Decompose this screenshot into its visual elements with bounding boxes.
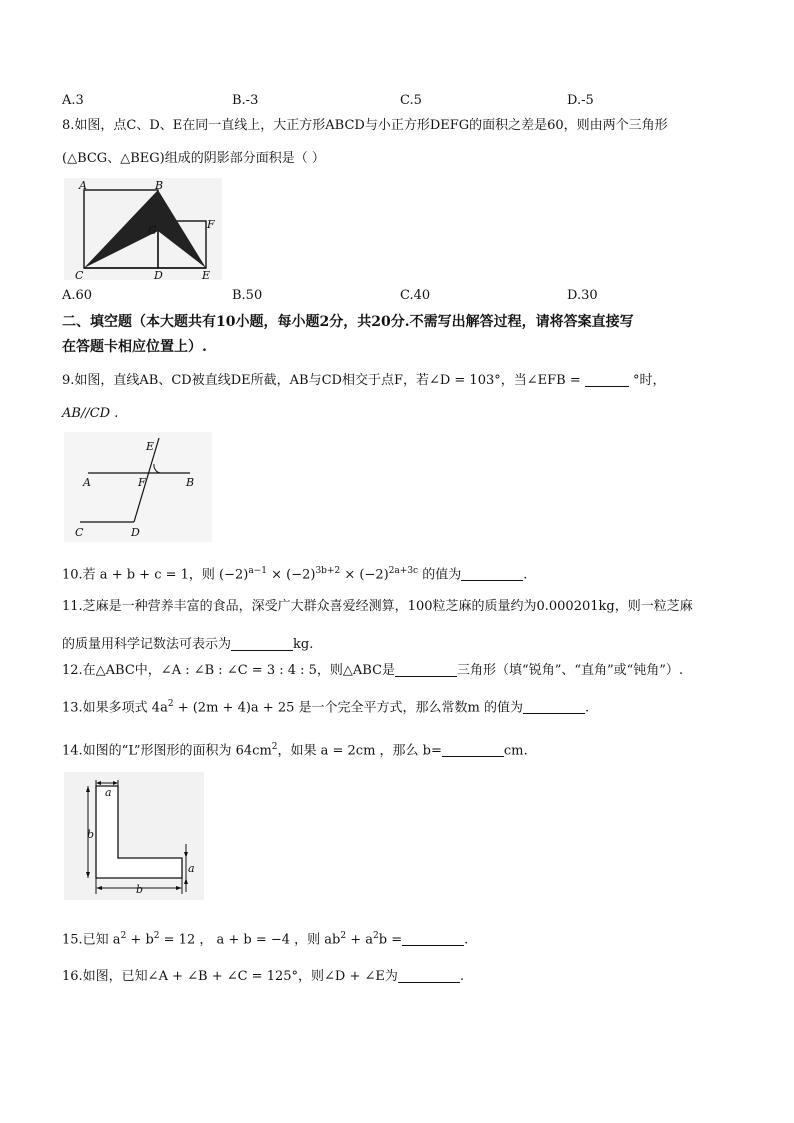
q8-label-a: A [79, 179, 87, 192]
q9-label-f: F [138, 476, 146, 489]
q8-label-d: D [154, 269, 163, 280]
q9-label-d: D [131, 526, 140, 539]
q16-answer-blank[interactable] [398, 968, 460, 983]
q15-p1: + b [126, 932, 154, 948]
q10-pre: 10.若 a + b + c = 1，则 (−2) [62, 567, 249, 583]
q15-sup4: 2 [373, 931, 379, 941]
q8-option-c: C.40 [400, 288, 431, 303]
q15-p4: b = [378, 932, 403, 948]
q10-end: . [523, 567, 528, 583]
q11-text-line2 [62, 636, 313, 654]
q9-text-b: °时， [633, 373, 666, 388]
q13-text [62, 695, 589, 717]
q13-answer-blank[interactable] [523, 699, 585, 714]
q13-end: . [584, 700, 590, 716]
q9-label-e: E [146, 440, 155, 453]
q14-label-a-top: a [105, 786, 112, 799]
q10-mid1: × (−2) [266, 567, 316, 583]
q11-text-b: kg. [293, 637, 314, 652]
q9-text-a: 9.如图，直线AB、CD被直线DE所截，AB与CD相交于点F，若∠D = 103°，当∠EFB = [62, 373, 581, 388]
q8-text-line1: 8.如图，点C、D、E在同一直线上，大正方形ABCD与小正方形DEFG的面积之差是60，则由两个三角形 [62, 118, 668, 133]
q14-sup: 2 [271, 742, 278, 752]
section2-heading-line2: 在答题卡相应位置上）. [62, 339, 207, 355]
q14-answer-blank[interactable] [442, 742, 504, 757]
section2-heading-line1: 二、填空题（本大题共有10小题，每小题2分，共20分.不需写出解答过程，请将答案直接写 [62, 314, 634, 330]
q15-p2: = 12 ， a + b = −4 ，则 ab [159, 932, 341, 948]
q7-option-a: A.3 [62, 93, 84, 108]
q8-option-d: D.30 [567, 288, 598, 303]
q11-answer-blank[interactable] [231, 636, 293, 651]
q7-option-c: C.5 [400, 93, 422, 108]
q13-mid: + (2m + 4)a + 25 是一个完全平方式，那么常数m 的值为 [173, 700, 523, 716]
q9-label-a: A [83, 476, 91, 489]
q8-label-g: G [148, 224, 157, 237]
q9-label-b: B [186, 476, 195, 489]
q15-sup1: 2 [120, 931, 127, 941]
q12-text [62, 662, 683, 680]
q14-mid: ，如果 a = 2cm ，那么 b= [277, 743, 442, 759]
q8-label-f: F [207, 218, 215, 231]
q7-option-d: D.-5 [567, 93, 594, 108]
q9-text-line2: AB//CD . [62, 406, 119, 421]
q11-text-a: 的质量用科学记数法可表示为 [62, 637, 232, 652]
q9-answer-blank[interactable] [585, 372, 629, 387]
q7-option-b: B.-3 [232, 93, 259, 108]
q10-answer-blank[interactable] [461, 566, 523, 581]
q12-post: 三角形（填“锐角”、“直角”或“钝角”）. [457, 663, 684, 678]
q9-label-c: C [75, 526, 84, 539]
q15-pre: 15.已知 a [62, 932, 121, 948]
q15-p3: + a [346, 932, 374, 948]
q10-text [62, 562, 527, 584]
q10-exp2: 3b+2 [315, 566, 341, 576]
q8-option-b: B.50 [232, 288, 263, 303]
q14-label-b-left: b [87, 828, 95, 841]
q14-label-b-bottom: b [136, 883, 144, 896]
q8-label-e: E [202, 269, 211, 280]
q8-figure [64, 178, 222, 280]
q14-text [62, 738, 528, 760]
q15-end: . [464, 932, 469, 948]
q15-sup3: 2 [340, 931, 347, 941]
q9-figure [64, 432, 212, 542]
q10-exp1: a−1 [248, 566, 267, 576]
q10-exp3: 2a+3c [388, 566, 419, 576]
q15-text [62, 927, 468, 949]
q11-text-line1: 11.芝麻是一种营养丰富的食品，深受广大群众喜爱经测算，100粒芝麻的质量约为0.000201kg，则一粒芝麻 [62, 599, 693, 614]
q13-sup: 2 [167, 699, 174, 709]
q8-text-line2: (△BCG、△BEG)组成的阴影部分面积是（ ） [62, 151, 325, 166]
q12-pre: 12.在△ABC中，∠A : ∠B : ∠C = 3 : 4 : 5，则△ABC是 [62, 663, 396, 678]
q16-end: . [459, 969, 465, 984]
q10-post: 的值为 [418, 567, 462, 583]
q9-text-line1 [62, 372, 666, 390]
q15-sup2: 2 [153, 931, 160, 941]
q14-label-a-right: a [188, 862, 195, 875]
q8-option-a: A.60 [62, 288, 93, 303]
q16-pre: 16.如图，已知∠A + ∠B + ∠C = 125°，则∠D + ∠E为 [62, 969, 398, 984]
q8-label-c: C [75, 269, 84, 280]
q14-figure [64, 772, 204, 900]
q13-pre: 13.如果多项式 4a [62, 700, 168, 716]
q12-answer-blank[interactable] [395, 662, 457, 677]
q8-label-b: B [155, 179, 164, 192]
q10-mid2: × (−2) [340, 567, 389, 583]
q15-answer-blank[interactable] [402, 931, 464, 946]
q14-pre: 14.如图的“L”形图形的面积为 64cm [62, 743, 272, 759]
q14-end: cm. [503, 743, 528, 759]
q16-text [62, 968, 464, 986]
